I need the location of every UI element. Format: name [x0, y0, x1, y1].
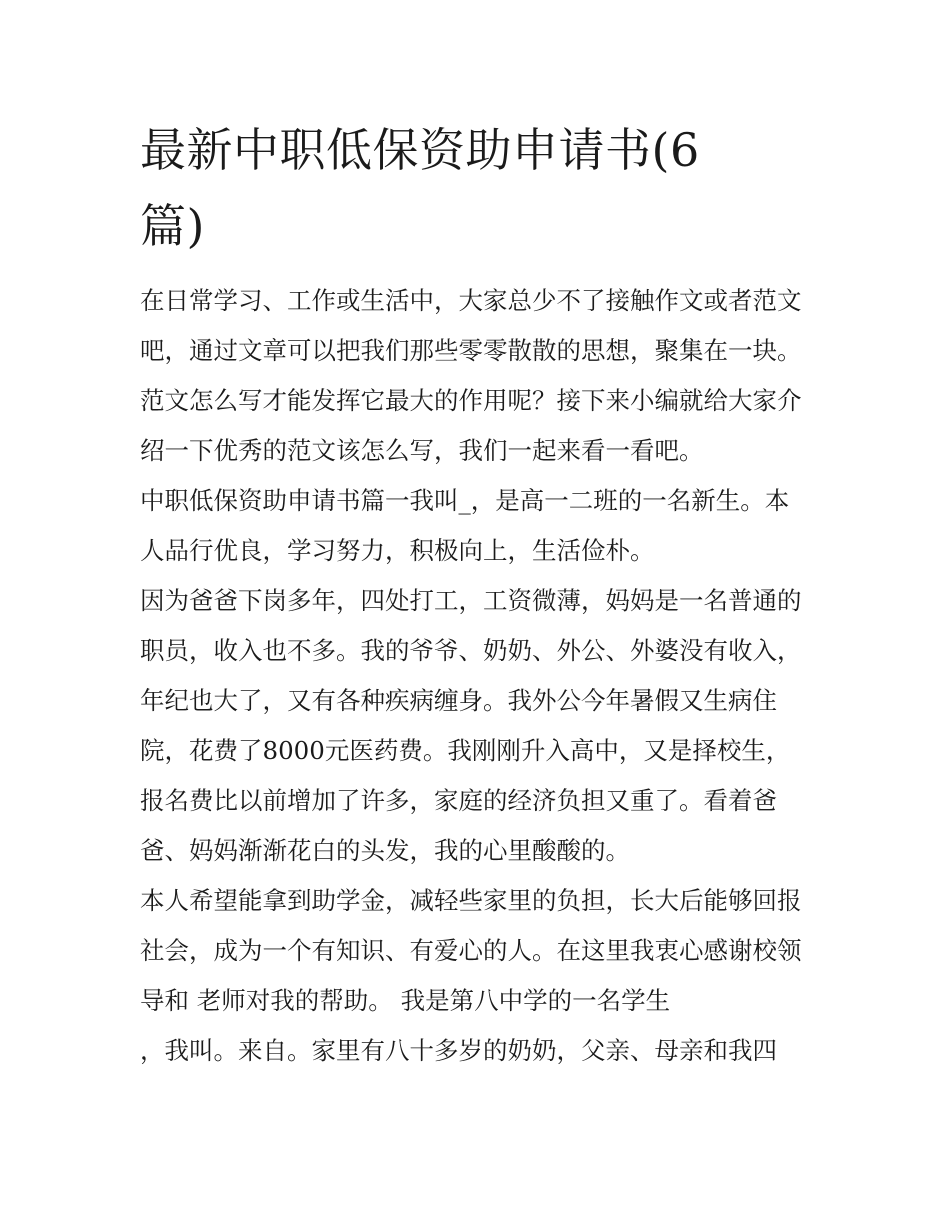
text-line: 人品行优良，学习努力，积极向上，生活俭朴。 — [140, 536, 655, 565]
text-line: 职员，收入也不多。我的爷爷、奶奶、外公、外婆没有收入， — [140, 636, 802, 665]
title-line: 篇) — [140, 199, 205, 253]
text-line: 导和 老师对我的帮助。 我是第八中学的一名学生 — [140, 986, 671, 1015]
text-line: 本人希望能拿到助学金，减轻些家里的负担，长大后能够回报 — [140, 886, 802, 915]
document-body — [140, 276, 820, 1076]
document-title — [140, 112, 820, 264]
text-line: 吧，通过文章可以把我们那些零零散散的思想，聚集在一块。 — [140, 336, 802, 365]
text-line: 在日常学习、工作或生活中，大家总少不了接触作文或者范文 — [140, 286, 802, 315]
text-line: 绍一下优秀的范文该怎么写，我们一起来看一看吧。 — [140, 436, 704, 465]
text-line: 因为爸爸下岗多年，四处打工，工资微薄，妈妈是一名普通的 — [140, 586, 802, 615]
text-line: ，我叫。来自。家里有八十多岁的奶奶，父亲、母亲和我四 — [140, 1036, 777, 1065]
text-line: 年纪也大了，又有各种疾病缠身。我外公今年暑假又生病住 — [140, 686, 777, 715]
title-line: 最新中职低保资助申请书(6 — [140, 123, 700, 177]
text-line: 报名费比以前增加了许多，家庭的经济负担又重了。看着爸 — [140, 786, 777, 815]
text-line: 范文怎么写才能发挥它最大的作用呢？接下来小编就给大家介 — [140, 386, 802, 415]
text-line: 院，花费了8000元医药费。我刚刚升入高中，又是择校生， — [140, 736, 791, 765]
text-line: 社会，成为一个有知识、有爱心的人。在这里我衷心感谢校领 — [140, 936, 802, 965]
text-line: 中职低保资助申请书篇一我叫_，是高一二班的一名新生。本 — [140, 486, 790, 515]
text-line: 爸、妈妈渐渐花白的头发，我的心里酸酸的。 — [140, 836, 630, 865]
